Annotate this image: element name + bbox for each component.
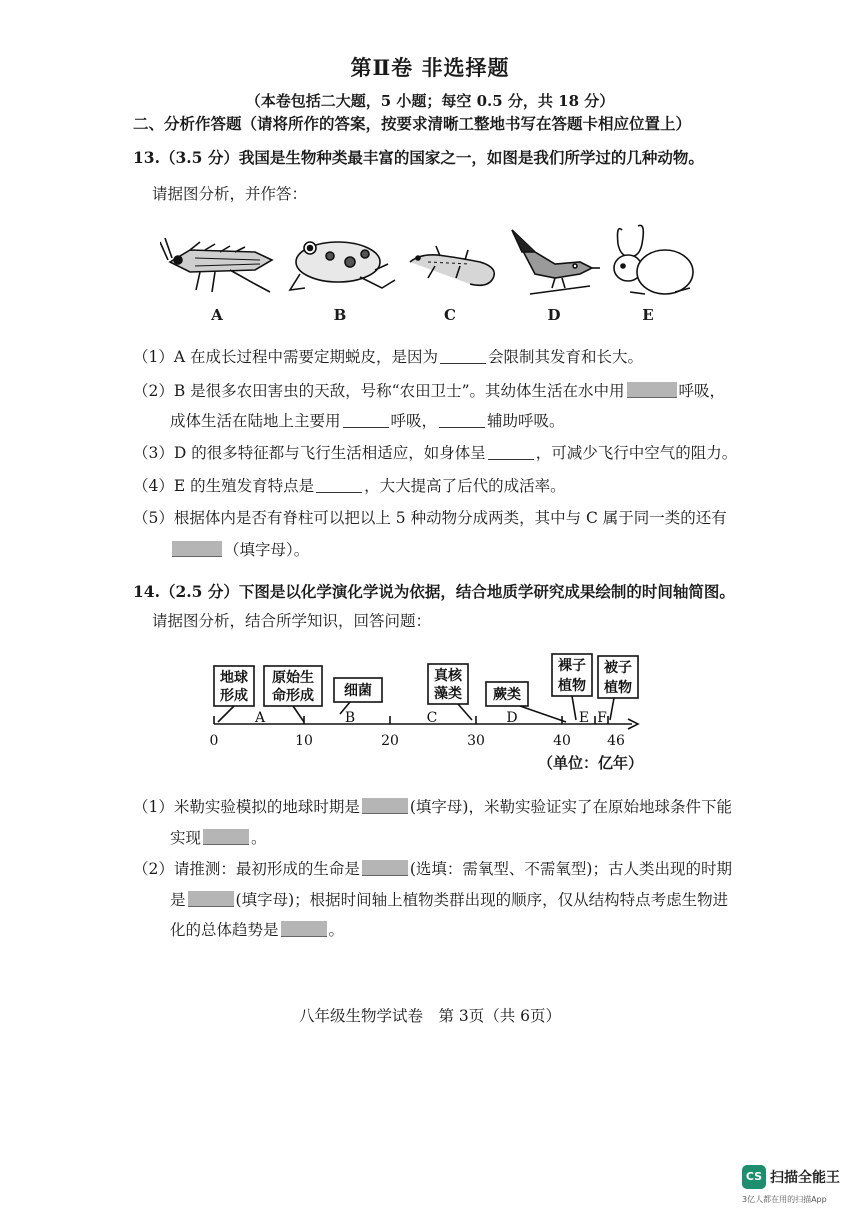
answer-blank[interactable] [362, 860, 408, 876]
q13-p2-text-b: 呼吸， [678, 382, 726, 400]
q13-p3-text-b: ，可减少飞行中空气的阻力。 [535, 444, 738, 462]
answer-blank[interactable] [188, 891, 234, 907]
q13-stem: 13.（3.5 分）我国是生物种类最丰富的国家之一，如图是我们所学过的几种动物。 [133, 148, 704, 167]
q14-p2-text-d: (填字母)；根据时间轴上植物类群出现的顺序，仅从结构特点考虑生物进 [235, 891, 729, 909]
axis-ticks [214, 716, 608, 724]
box-text: 植物 [604, 680, 632, 696]
q13-part-1 [133, 347, 643, 367]
q13-p4-text-a: （4）E 的生殖发育特点是 [133, 477, 315, 495]
page-footer: 八年级生物学试卷 第 3页（共 6页） [298, 1007, 562, 1025]
box-text: 细菌 [344, 683, 372, 699]
animal-label-e: E [642, 306, 654, 324]
animal-label-c: C [444, 306, 456, 324]
q13-part-5-cont [170, 540, 309, 560]
answer-blank[interactable] [362, 798, 408, 814]
q14-p1-text-b: (填字母)，米勒实验证实了在原始地球条件下能 [409, 798, 732, 816]
period-letter-c: C [426, 710, 438, 726]
q14-p1-text-d: 。 [251, 829, 267, 847]
tick-label: 46 [607, 733, 625, 749]
answer-blank[interactable] [439, 412, 485, 428]
q14-part-1 [133, 797, 732, 817]
camscanner-logo-icon: CS [742, 1165, 766, 1189]
answer-blank[interactable] [488, 444, 534, 460]
page-title: 第Ⅱ卷 非选择题 [350, 55, 510, 80]
q13-part-5: （5）根据体内是否有脊柱可以把以上 5 种动物分成两类，其中与 C 属于同一类的还有 [133, 509, 727, 527]
answer-blank[interactable] [281, 921, 327, 937]
bird-icon [512, 230, 600, 294]
q14-part-1-cont [170, 828, 267, 848]
period-letter-f: F [597, 710, 607, 726]
box-text: 裸子 [558, 658, 586, 674]
q14-stem: 14.（2.5 分）下图是以化学演化学说为依据，结合地质学研究成果绘制的时间轴简图。 [133, 582, 735, 601]
animal-label-d: D [547, 306, 561, 324]
q13-p1-text-a: （1）A 在成长过程中需要定期蜕皮，是因为 [133, 348, 438, 366]
box-text: 命形成 [272, 688, 314, 704]
q14-p2-text-e: 化的总体趋势是 [170, 921, 279, 939]
volume-instructions: （本卷包括二大题，5 小题；每空 0.5 分，共 18 分） [245, 92, 615, 110]
box-text: 形成 [220, 688, 248, 704]
q13-p2-text-d: 呼吸， [390, 412, 438, 430]
tick-label: 40 [553, 733, 571, 749]
period-letter-e: E [578, 710, 590, 726]
camscanner-name: 扫描全能王 [770, 1170, 840, 1186]
q14-instruction: 请据图分析，结合所学知识，回答问题： [152, 612, 432, 630]
q13-p5-text-b: （填字母）。 [224, 541, 310, 559]
box-text: 真核 [434, 668, 462, 684]
answer-blank[interactable] [172, 541, 222, 557]
q13-p2-text-e: 辅助呼吸。 [487, 412, 565, 430]
answer-blank[interactable] [627, 382, 677, 398]
box-text: 藻类 [434, 686, 462, 702]
box-text: 被子 [604, 660, 632, 676]
answer-blank[interactable] [203, 829, 249, 845]
box-text: 植物 [558, 678, 586, 694]
q13-p2-text-c: 成体生活在陆地上主要用 [170, 412, 341, 430]
q13-part-2 [133, 381, 725, 401]
animal-figure [160, 222, 700, 332]
q13-p3-text-a: （3）D 的很多特征都与飞行生活相适应，如身体呈 [133, 444, 486, 462]
q14-part-2-cont2 [170, 920, 344, 940]
q13-part-2-cont [170, 411, 565, 431]
q14-p2-text-f: 。 [328, 921, 345, 939]
section-heading: 二、分析作答题（请将所作的答案，按要求清晰工整地书写在答题卡相应位置上） [133, 114, 692, 133]
answer-blank[interactable] [343, 412, 389, 428]
tick-label: 0 [209, 733, 219, 749]
animal-figure-svg [160, 222, 700, 302]
answer-blank[interactable] [440, 348, 486, 364]
box-text: 蕨类 [493, 687, 521, 703]
frog-icon [290, 242, 395, 290]
q14-p2-text-c: 是 [170, 891, 186, 909]
q14-p2-text-b: (选填：需氧型、不需氧型)；古人类出现的时期 [409, 860, 732, 878]
tick-label: 10 [295, 733, 313, 749]
lizard-icon [410, 246, 494, 285]
period-letter-a: A [254, 710, 266, 726]
grasshopper-icon [160, 238, 272, 292]
q13-p2-text-a: （2）B 是很多农田害虫的天敌，号称“农田卫士”。其幼体生活在水中用 [133, 382, 625, 400]
q13-p4-text-b: ，大大提高了后代的成活率。 [364, 477, 566, 495]
q14-p1-text-c: 实现 [170, 829, 202, 847]
animal-label-a: A [211, 306, 223, 324]
period-letter-b: B [344, 710, 356, 726]
q14-p2-text-a: （2）请推测：最初形成的生命是 [133, 860, 360, 878]
q14-p1-text-a: （1）米勒实验模拟的地球时期是 [133, 798, 360, 816]
q13-part-3 [133, 443, 737, 463]
rabbit-icon [614, 225, 693, 294]
animal-label-b: B [333, 306, 347, 324]
q13-p1-text-b: 会限制其发育和长大。 [487, 348, 643, 366]
q14-part-2-cont [170, 890, 728, 910]
camscanner-slogan: 3亿人都在用的扫描App [742, 1195, 827, 1204]
box-text: 地球 [220, 670, 248, 686]
tick-label: 20 [381, 733, 399, 749]
answer-blank[interactable] [316, 477, 362, 493]
q13-instruction: 请据图分析，并作答： [152, 185, 308, 203]
tick-label: 30 [467, 733, 485, 749]
timeline-diagram [200, 652, 660, 782]
period-letter-d: D [506, 710, 518, 726]
box-text: 原始生 [272, 670, 314, 686]
timeline-svg [200, 652, 660, 752]
q14-part-2 [133, 859, 732, 879]
timeline-unit: （单位：亿年） [538, 754, 644, 772]
q13-part-4 [133, 476, 566, 496]
